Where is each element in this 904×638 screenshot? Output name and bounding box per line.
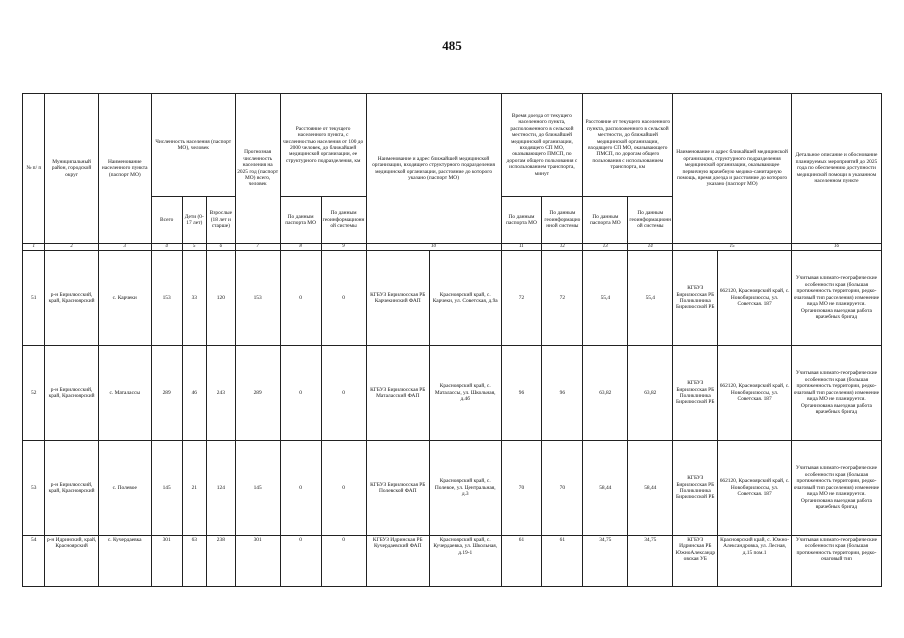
primary-mo-name-cell: КГБУЗ Бирилюсская РБ Поликлиника Бирилюсской РБ [673, 251, 718, 346]
distance-passport-cell: 0 [280, 251, 321, 346]
travel-geo-cell: 61 [542, 536, 583, 587]
distance-passport-cell: 0 [280, 441, 321, 536]
column-number: 6 [207, 244, 236, 251]
header-dist2-passport: По данным паспорта МО [583, 197, 628, 244]
header-population: Численность населения (паспорт МО), человек [151, 94, 235, 197]
settlement-cell: с. Кучердаевка [98, 536, 151, 587]
column-number: 11 [501, 244, 542, 251]
header-distance-road: Расстояние от текущего населенного пункта, расположенного в сельской местности, до ближайшей медицинской организации, входящего СП МО, оказывающего ПМСП, по дорогам общего пользования с использованием транспорта, км [583, 94, 673, 197]
population-children-cell: 63 [182, 536, 207, 587]
header-primary-mo: Наименование и адрес ближайшей медицинской организации, структурного подразделения медицинской организации, оказывающее первичную врачебную медико-санитарную помощь, время доезда и расстояние до которого указано (паспорт МО) [673, 94, 792, 244]
primary-mo-name-cell: КГБУЗ Бирилюсская РБ Поликлиника Бирилюсской РБ [673, 346, 718, 441]
table-row [23, 251, 882, 346]
distance2-passport-cell: 34,75 [583, 536, 628, 587]
population-children-cell: 33 [182, 251, 207, 346]
column-number: 4 [151, 244, 182, 251]
population-adults-cell: 124 [207, 441, 236, 536]
column-number: 15 [673, 244, 792, 251]
header-travel-passport: По данным паспорта МО [501, 197, 542, 244]
distance-passport-cell: 0 [280, 346, 321, 441]
travel-geo-cell: 96 [542, 346, 583, 441]
column-number: 10 [366, 244, 501, 251]
distance-geo-cell: 0 [321, 441, 366, 536]
forecast-cell: 301 [235, 536, 280, 587]
column-number: 14 [628, 244, 673, 251]
row-number: 54 [23, 536, 45, 587]
header-no: № п/ п [23, 94, 45, 244]
nearest-mo-name-cell: КГБУЗ Бирилюсская РБ Маталасский ФАП [366, 346, 429, 441]
column-number: 7 [235, 244, 280, 251]
settlements-table [22, 93, 882, 587]
distance2-geo-cell: 34,75 [628, 536, 673, 587]
distance2-passport-cell: 55,4 [583, 251, 628, 346]
population-total-cell: 289 [151, 346, 182, 441]
detail-cell: Учитывая климато-географические особенности края (большая протяженность территории, редко-очаговый тип расселения) изменение вида МО не планируется. Организована выездная работа врачебных бригад [791, 251, 881, 346]
header-detail: Детальное описание и обоснование планируемых мероприятий до 2025 года по обеспечению доступности медицинской помощи в указанном населенном пункте [791, 94, 881, 244]
travel-passport-cell: 70 [501, 441, 542, 536]
population-total-cell: 153 [151, 251, 182, 346]
header-municipality: Муниципальный район, городской округ [45, 94, 98, 244]
distance2-passport-cell: 63,82 [583, 346, 628, 441]
settlement-cell: с. Карчеки [98, 251, 151, 346]
detail-cell: Учитывая климато-географические особенности края (большая протяженность территории, редко-очаговый тип расселения) изменение вида МО не планируется. Организована выездная работа врачебных бригад [791, 346, 881, 441]
primary-mo-address-cell: 662120, Красноярский край, с. Новобирилюссы, ул. Советская. 187 [718, 346, 792, 441]
distance-geo-cell: 0 [321, 346, 366, 441]
distance-passport-cell: 0 [280, 536, 321, 587]
header-nearest-mo: Наименование и адрес ближайшей медицинской организации, входящего структурного подразделения медицинской организации, расстояние до которого указано (паспорт МО) [366, 94, 501, 244]
distance2-geo-cell: 55,4 [628, 251, 673, 346]
header-dist-geo: По данным геоинформационной системы [321, 197, 366, 244]
header-settlement: Наименование населенного пункта (паспорт МО) [98, 94, 151, 244]
primary-mo-address-cell: 662120, Красноярский край, с. Новобирилюссы, ул. Советская. 187 [718, 441, 792, 536]
population-total-cell: 145 [151, 441, 182, 536]
primary-mo-name-cell: КГБУЗ Идринская РБ ЮжноАлександровская УБ [673, 536, 718, 587]
primary-mo-address-cell: Красноярский край, с. Южно-Александровка, ул. Лесная, д.15 пом.1 [718, 536, 792, 587]
column-number: 3 [98, 244, 151, 251]
population-adults-cell: 238 [207, 536, 236, 587]
primary-mo-name-cell: КГБУЗ Бирилюсская РБ Поликлиника Бирилюсской РБ [673, 441, 718, 536]
travel-geo-cell: 70 [542, 441, 583, 536]
travel-geo-cell: 72 [542, 251, 583, 346]
header-pop-children: Дети (0-17 лет) [182, 197, 207, 244]
nearest-mo-address-cell: Красноярский край, с. Кучердаевка, ул. Школьная, д.19-1 [429, 536, 501, 587]
table-row [23, 536, 882, 587]
population-children-cell: 46 [182, 346, 207, 441]
column-number-row [23, 244, 882, 251]
forecast-cell: 145 [235, 441, 280, 536]
travel-passport-cell: 61 [501, 536, 542, 587]
row-number: 53 [23, 441, 45, 536]
row-number: 51 [23, 251, 45, 346]
header-travel-geo: По данным геоинформационной системы [542, 197, 583, 244]
nearest-mo-address-cell: Красноярский край, с. Карчеки, ул. Советская, д.9а [429, 251, 501, 346]
column-number: 9 [321, 244, 366, 251]
column-number: 1 [23, 244, 45, 251]
travel-passport-cell: 96 [501, 346, 542, 441]
page-number: 485 [442, 38, 462, 53]
distance2-passport-cell: 58,44 [583, 441, 628, 536]
distance-geo-cell: 0 [321, 536, 366, 587]
nearest-mo-address-cell: Красноярский край, с. Маталассы, ул. Школьная, д.4б [429, 346, 501, 441]
population-adults-cell: 120 [207, 251, 236, 346]
municipality-cell: р-н Бирилюсский, край, Красноярский [45, 251, 98, 346]
table-row [23, 346, 882, 441]
distance2-geo-cell: 58,44 [628, 441, 673, 536]
column-number: 5 [182, 244, 207, 251]
column-number: 8 [280, 244, 321, 251]
detail-cell: Учитывая климато-географические особенности края (большая протяженность территории, редко-очаговый тип расселения) изменение вида МО не планируется. Организована выездная работа врачебных бригад [791, 441, 881, 536]
population-total-cell: 301 [151, 536, 182, 587]
detail-cell: Учитывая климато-географические особенности края (большая протяженность территории, редко-очаговый тип [791, 536, 881, 587]
column-number: 2 [45, 244, 98, 251]
distance2-geo-cell: 63,82 [628, 346, 673, 441]
header-travel-time: Время доезда от текущего населенного пункта, расположенного в сельской местности, до ближайшей медицинской организации, входящего СП МО, оказывающего ПМСП, по дорогам общего пользования с использованием транспорта, минут [501, 94, 583, 197]
nearest-mo-name-cell: КГБУЗ Бирилюсская РБ Карчекинский ФАП [366, 251, 429, 346]
population-adults-cell: 243 [207, 346, 236, 441]
primary-mo-address-cell: 662120, Красноярский край, с. Новобирилюссы, ул. Советская. 187 [718, 251, 792, 346]
header-forecast: Прогнозная численность населения на 2025 год (паспорт МО) всего, человек [235, 94, 280, 244]
header-distance: Расстояние от текущего населенного пункта, с численностью населения от 100 до 2000 человек, до ближайшей медицинской организации, ее структурного подразделения, км [280, 94, 366, 197]
forecast-cell: 153 [235, 251, 280, 346]
column-number: 13 [583, 244, 628, 251]
column-number: 16 [791, 244, 881, 251]
nearest-mo-name-cell: КГБУЗ Бирилюсская РБ Полевской ФАП [366, 441, 429, 536]
nearest-mo-address-cell: Красноярский край, с. Полевое, ул. Центральная, д.3 [429, 441, 501, 536]
distance-geo-cell: 0 [321, 251, 366, 346]
municipality-cell: р-н Идринский, край, Красноярский [45, 536, 98, 587]
settlement-cell: с. Полевое [98, 441, 151, 536]
row-number: 52 [23, 346, 45, 441]
table-row [23, 441, 882, 536]
travel-passport-cell: 72 [501, 251, 542, 346]
municipality-cell: р-н Бирилюсский, край, Красноярский [45, 441, 98, 536]
forecast-cell: 289 [235, 346, 280, 441]
header-dist2-geo: По данным геоинформационной системы [628, 197, 673, 244]
municipality-cell: р-н Бирилюсский, край, Красноярский [45, 346, 98, 441]
header-pop-adults: Взрослые (18 лет и старше) [207, 197, 236, 244]
column-number: 12 [542, 244, 583, 251]
population-children-cell: 21 [182, 441, 207, 536]
nearest-mo-name-cell: КГБУЗ Идринская РБ Кучердаевский ФАП [366, 536, 429, 587]
settlement-cell: с. Маталассы [98, 346, 151, 441]
header-pop-total: Всего [151, 197, 182, 244]
header-dist-passport: По данным паспорта МО [280, 197, 321, 244]
